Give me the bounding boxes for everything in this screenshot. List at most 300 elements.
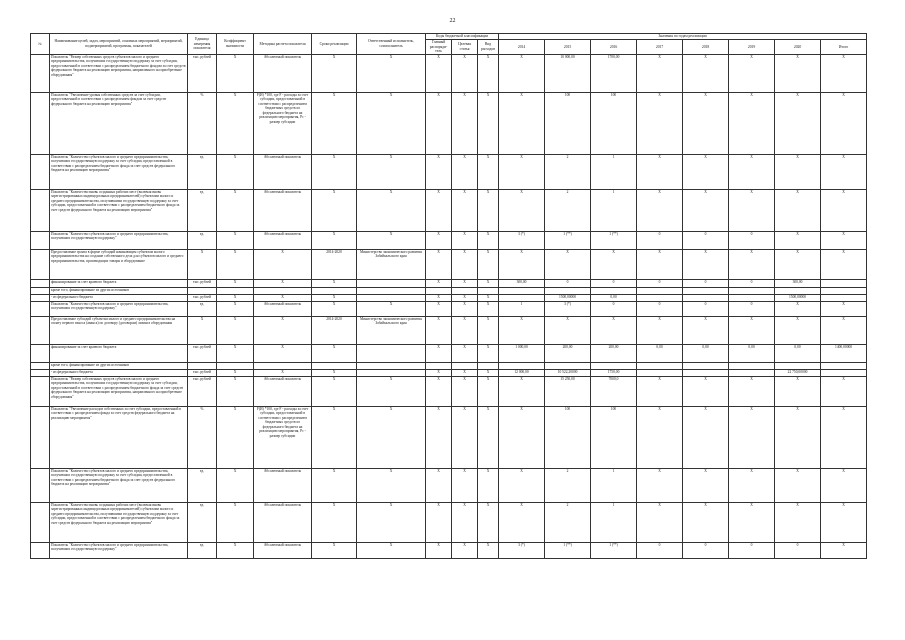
- cell-code-cs: Х: [452, 294, 478, 301]
- cell-value-2014: Х: [499, 249, 545, 279]
- cell-value-2015: 1 (**): [545, 231, 591, 249]
- cell-value-2018: Х: [683, 154, 729, 189]
- cell-term: Х: [312, 502, 357, 542]
- cell-value-2014: 3 (*): [499, 542, 545, 558]
- cell-value-total: [821, 362, 867, 369]
- cell-unit: тыс. рублей: [188, 279, 217, 287]
- cell-value-total: [821, 294, 867, 301]
- cell-value-2019: [729, 287, 775, 294]
- cell-value-2020: Х: [775, 54, 821, 92]
- cell-coef: Х: [217, 231, 254, 249]
- cell-value-2017: Х: [637, 406, 683, 468]
- cell-code-cs: Х: [452, 344, 478, 362]
- cell-value-2016: 1 (**): [591, 542, 637, 558]
- cell-value-total: [821, 287, 867, 294]
- cell-code-vr: Х: [478, 468, 499, 502]
- cell-code-grbs: Х: [426, 369, 452, 376]
- cell-value-2019: Х: [729, 249, 775, 279]
- cell-resp: Х: [357, 502, 426, 542]
- cell-coef: Х: [217, 294, 254, 301]
- cell-code-cs: Х: [452, 406, 478, 468]
- cell-term: Х: [312, 542, 357, 558]
- cell-code-cs: Х: [452, 154, 478, 189]
- cell-coef: Х: [217, 92, 254, 154]
- cell-code-grbs: Х: [426, 279, 452, 287]
- cell-value-2020: Х: [775, 316, 821, 344]
- cell-value-2020: Х: [775, 189, 821, 231]
- cell-unit: [188, 362, 217, 369]
- header-resp: Ответственный исполнитель, соисполнитель: [357, 34, 426, 55]
- cell-name: кроме того, финансирование из других источников: [50, 287, 188, 294]
- cell-value-2019: Х: [729, 376, 775, 406]
- cell-value-total: Х: [821, 542, 867, 558]
- cell-no: [31, 249, 50, 279]
- cell-coef: Х: [217, 406, 254, 468]
- cell-no: [31, 376, 50, 406]
- cell-value-2016: 0: [591, 301, 637, 316]
- cell-unit: тыс. рублей: [188, 54, 217, 92]
- cell-unit: [188, 287, 217, 294]
- cell-coef: Х: [217, 468, 254, 502]
- cell-coef: Х: [217, 344, 254, 362]
- cell-coef: Х: [217, 369, 254, 376]
- cell-code-cs: Х: [452, 249, 478, 279]
- cell-coef: Х: [217, 542, 254, 558]
- cell-value-2015: 10 000,00: [545, 54, 591, 92]
- cell-term: Х: [312, 154, 357, 189]
- cell-value-2015: 100: [545, 406, 591, 468]
- table-row: [31, 294, 867, 301]
- cell-no: [31, 287, 50, 294]
- cell-code-grbs: [426, 287, 452, 294]
- cell-term: Х: [312, 92, 357, 154]
- cell-resp: Министерство экономического развития Забайкальского края: [357, 316, 426, 344]
- cell-value-2019: 0: [729, 279, 775, 287]
- cell-unit: %: [188, 92, 217, 154]
- cell-value-2020: 22 750,00000: [775, 369, 821, 376]
- cell-value-2016: 0,00: [591, 294, 637, 301]
- cell-resp: Х: [357, 468, 426, 502]
- cell-value-2017: [637, 294, 683, 301]
- cell-name: Показатель "Количество субъектов малого и среднего предпринимательства, получивших государственную поддержку за счет субсидии, предоставленной в соответствии с распределением бюджетного фонда за счет средств федерального бюджета на реализацию мероприятия": [50, 468, 188, 502]
- header-year-2020: 2020: [775, 40, 821, 55]
- header-year-2019: 2019: [729, 40, 775, 55]
- cell-value-2016: 1750,00: [591, 369, 637, 376]
- cell-value-2014: 3 (*): [499, 231, 545, 249]
- cell-term: Х: [312, 54, 357, 92]
- cell-value-2015: [545, 287, 591, 294]
- cell-unit: ед.: [188, 542, 217, 558]
- cell-name: Предоставление субсидий субъектам малого и среднего предпринимательства на оплату первого взноса (аванса) по договору (договорам) лизинга оборудования: [50, 316, 188, 344]
- cell-value-2014: Х: [499, 406, 545, 468]
- cell-value-2020: 0,00: [775, 344, 821, 362]
- table-row: [31, 189, 867, 231]
- cell-coef: Х: [217, 189, 254, 231]
- cell-value-2020: [775, 362, 821, 369]
- cell-method: [254, 362, 312, 369]
- cell-unit: тыс. рублей: [188, 294, 217, 301]
- cell-value-2015: 0: [545, 279, 591, 287]
- cell-term: 2014-2020: [312, 249, 357, 279]
- cell-no: [31, 344, 50, 362]
- cell-value-2015: 200,00: [545, 344, 591, 362]
- header-year-2017: 2017: [637, 40, 683, 55]
- cell-no: [31, 154, 50, 189]
- cell-value-2018: [683, 294, 729, 301]
- table-body: [31, 54, 867, 558]
- header-year-2016: 2016: [591, 40, 637, 55]
- cell-value-2018: Х: [683, 376, 729, 406]
- cell-value-2017: Х: [637, 92, 683, 154]
- cell-value-2019: [729, 294, 775, 301]
- cell-value-2016: 1700,00: [591, 54, 637, 92]
- table-header: [31, 34, 867, 55]
- page-number: 22: [449, 18, 456, 24]
- table-row: [31, 468, 867, 502]
- cell-name: - из федерального бюджета: [50, 294, 188, 301]
- cell-value-2016: 1: [591, 468, 637, 502]
- cell-value-total: Х: [821, 301, 867, 316]
- program-table: [30, 33, 867, 559]
- cell-code-vr: Х: [478, 294, 499, 301]
- cell-no: [31, 406, 50, 468]
- cell-value-2016: 100: [591, 92, 637, 154]
- cell-value-2018: Х: [683, 189, 729, 231]
- cell-value-2019: Х: [729, 154, 775, 189]
- cell-value-2017: 0,00: [637, 344, 683, 362]
- cell-value-total: Х: [821, 249, 867, 279]
- header-coef: Коэффициент значимости: [217, 34, 254, 55]
- cell-code-grbs: Х: [426, 294, 452, 301]
- cell-code-cs: Х: [452, 301, 478, 316]
- cell-code-grbs: Х: [426, 542, 452, 558]
- cell-unit: ед.: [188, 502, 217, 542]
- cell-method: Абсолютный показатель: [254, 154, 312, 189]
- cell-value-2016: 1: [591, 154, 637, 189]
- table-row: [31, 279, 867, 287]
- cell-coef: Х: [217, 502, 254, 542]
- cell-value-2016: 7000,0: [591, 376, 637, 406]
- cell-value-2020: 300,00: [775, 279, 821, 287]
- table-row: [31, 301, 867, 316]
- cell-no: [31, 54, 50, 92]
- cell-value-2015: 2: [545, 154, 591, 189]
- cell-value-2014: Х: [499, 316, 545, 344]
- cell-value-2017: Х: [637, 189, 683, 231]
- table-row: [31, 316, 867, 344]
- cell-value-2017: [637, 369, 683, 376]
- header-year-2014: 2014: [499, 40, 545, 55]
- cell-value-2020: Х: [775, 249, 821, 279]
- cell-method: Х: [254, 249, 312, 279]
- cell-value-2014: Х: [499, 189, 545, 231]
- cell-resp: [357, 294, 426, 301]
- cell-name: Показатель "Размер собственных средств субъектов малого и среднего предпринимательства, получивших государственную поддержку за счет субсидии, предоставленной в соответствии с распределением бюджетного фонда за счет средств федерального бюджета на реализацию мероприятия, направленного на приобретение оборудования": [50, 376, 188, 406]
- cell-name: Показатель "Количество субъектов малого и среднего предпринимательства, получивших государственную поддержку": [50, 301, 188, 316]
- cell-value-2016: 100: [591, 406, 637, 468]
- cell-coef: Х: [217, 316, 254, 344]
- cell-method: Абсолютный показатель: [254, 376, 312, 406]
- cell-no: [31, 294, 50, 301]
- cell-code-grbs: Х: [426, 344, 452, 362]
- cell-coef: Х: [217, 301, 254, 316]
- cell-value-2018: 0: [683, 279, 729, 287]
- cell-code-vr: [478, 287, 499, 294]
- cell-term: Х: [312, 231, 357, 249]
- cell-term: Х: [312, 294, 357, 301]
- cell-code-grbs: [426, 362, 452, 369]
- cell-method: Абсолютный показатель: [254, 301, 312, 316]
- cell-resp: [357, 362, 426, 369]
- cell-value-2014: 1 000,00: [499, 344, 545, 362]
- cell-code-vr: Х: [478, 154, 499, 189]
- cell-value-2020: Х: [775, 468, 821, 502]
- cell-value-2016: 0: [591, 279, 637, 287]
- cell-value-total: Х: [821, 231, 867, 249]
- table-row: [31, 362, 867, 369]
- cell-no: [31, 301, 50, 316]
- cell-name: Показатель "Увеличение расходов собственных за счет субсидии, предоставленной в соответствии с распределением фонда за счет средств федерального бюджета на реализацию мероприятия": [50, 406, 188, 468]
- cell-method: Х: [254, 279, 312, 287]
- cell-code-cs: Х: [452, 316, 478, 344]
- cell-value-2017: Х: [637, 54, 683, 92]
- cell-code-cs: Х: [452, 376, 478, 406]
- cell-coef: Х: [217, 249, 254, 279]
- cell-value-total: Х: [821, 92, 867, 154]
- cell-value-2018: Х: [683, 468, 729, 502]
- cell-code-cs: Х: [452, 369, 478, 376]
- cell-code-grbs: Х: [426, 189, 452, 231]
- cell-method: [254, 287, 312, 294]
- cell-value-2018: 0: [683, 542, 729, 558]
- cell-no: [31, 189, 50, 231]
- cell-coef: Х: [217, 154, 254, 189]
- cell-value-2018: Х: [683, 54, 729, 92]
- cell-value-2020: [775, 287, 821, 294]
- cell-term: [312, 287, 357, 294]
- cell-value-2015: 1 (**): [545, 542, 591, 558]
- cell-code-grbs: Х: [426, 406, 452, 468]
- cell-code-grbs: Х: [426, 301, 452, 316]
- cell-resp: Х: [357, 92, 426, 154]
- cell-resp: Х: [357, 154, 426, 189]
- cell-value-2019: [729, 369, 775, 376]
- cell-value-total: [821, 279, 867, 287]
- cell-value-total: [821, 369, 867, 376]
- cell-value-2014: 300,00: [499, 279, 545, 287]
- header-code-grbs: Главный распоряди-тель: [426, 40, 452, 55]
- cell-resp: [357, 287, 426, 294]
- cell-method: Х: [254, 294, 312, 301]
- cell-name: Показатель "Количество вновь созданных рабочих мест (включая вновь зарегистрированных индивидуальных предпринимателей) субъектами малого и среднего предпринимательства, получившими государственную поддержку за счет субсидии, предоставленной в соответствии с распределением бюджетного фонда за счет средств федерального бюджета на реализацию мероприятия": [50, 502, 188, 542]
- header-term: Сроки реализации: [312, 34, 357, 55]
- cell-unit: ед.: [188, 189, 217, 231]
- cell-value-2019: 0: [729, 301, 775, 316]
- cell-term: Х: [312, 468, 357, 502]
- cell-resp: Х: [357, 301, 426, 316]
- cell-value-2020: Х: [775, 502, 821, 542]
- cell-value-2018: Х: [683, 92, 729, 154]
- cell-value-total: Х: [821, 502, 867, 542]
- cell-term: [312, 362, 357, 369]
- cell-term: Х: [312, 406, 357, 468]
- cell-value-2019: Х: [729, 54, 775, 92]
- cell-name: Показатель "Количество субъектов малого и среднего предпринимательства, получивших государственную поддержку": [50, 231, 188, 249]
- cell-code-cs: Х: [452, 189, 478, 231]
- cell-value-2019: Х: [729, 316, 775, 344]
- cell-value-2017: Х: [637, 468, 683, 502]
- cell-value-2020: Х: [775, 231, 821, 249]
- cell-name: Показатель "Количество субъектов малого и среднего предпринимательства, получивших государственную поддержку": [50, 542, 188, 558]
- cell-name: Показатель "Размер собственных средств субъектов малого и среднего предпринимательства, получивших государственную поддержку за счет субсидии, предоставленной в соответствии с распределением бюджетного фондом за счет средств федерального бюджета на реализацию мероприятия, направленного на приобретение оборудования": [50, 54, 188, 92]
- cell-code-cs: Х: [452, 502, 478, 542]
- cell-unit: %: [188, 406, 217, 468]
- cell-code-grbs: Х: [426, 468, 452, 502]
- cell-resp: Х: [357, 542, 426, 558]
- cell-value-2014: Х: [499, 154, 545, 189]
- cell-value-2019: 0: [729, 542, 775, 558]
- cell-value-2018: Х: [683, 249, 729, 279]
- cell-value-2018: Х: [683, 316, 729, 344]
- cell-method: Абсолютный показатель: [254, 189, 312, 231]
- cell-resp: Х: [357, 54, 426, 92]
- table-row: [31, 502, 867, 542]
- cell-value-2019: [729, 362, 775, 369]
- cell-unit: тыс. рублей: [188, 344, 217, 362]
- cell-unit: ед.: [188, 154, 217, 189]
- header-year-2018: 2018: [683, 40, 729, 55]
- cell-value-2017: 0: [637, 231, 683, 249]
- cell-code-cs: [452, 362, 478, 369]
- cell-code-vr: Х: [478, 369, 499, 376]
- cell-value-2018: 0,00: [683, 344, 729, 362]
- cell-no: [31, 279, 50, 287]
- cell-value-2016: 1: [591, 502, 637, 542]
- cell-value-2016: [591, 362, 637, 369]
- cell-method: Абсолютный показатель: [254, 468, 312, 502]
- cell-value-2016: 200,00: [591, 344, 637, 362]
- cell-value-2020: Х: [775, 376, 821, 406]
- cell-method: F(И) *100, где F - расходы за счет субсидии, предоставленной в соответствии с распределением бюджетных средств из федерального бюджета на реализацию мероприятия, Рс - размер субсидии: [254, 406, 312, 468]
- cell-name: финансирование за счет краевого бюджета: [50, 344, 188, 362]
- cell-resp: Министерство экономического развития Забайкальского края: [357, 249, 426, 279]
- cell-value-2019: Х: [729, 502, 775, 542]
- cell-value-2019: Х: [729, 189, 775, 231]
- cell-code-grbs: Х: [426, 54, 452, 92]
- table-row: [31, 406, 867, 468]
- cell-code-cs: [452, 287, 478, 294]
- cell-code-cs: Х: [452, 542, 478, 558]
- cell-coef: [217, 362, 254, 369]
- cell-value-2015: 2: [545, 189, 591, 231]
- table-row: [31, 92, 867, 154]
- cell-value-2014: Х: [499, 468, 545, 502]
- cell-value-2015: 3 (*): [545, 301, 591, 316]
- cell-term: 2014-2020: [312, 316, 357, 344]
- cell-value-2020: Х: [775, 154, 821, 189]
- cell-code-vr: Х: [478, 301, 499, 316]
- header-codes-group: Коды бюджетной классификации: [426, 34, 499, 40]
- cell-coef: Х: [217, 54, 254, 92]
- cell-value-2014: Х: [499, 92, 545, 154]
- cell-code-vr: Х: [478, 502, 499, 542]
- cell-value-2017: 0: [637, 279, 683, 287]
- table-row: [31, 287, 867, 294]
- cell-value-2017: Х: [637, 249, 683, 279]
- cell-name: - из федерального бюджета: [50, 369, 188, 376]
- header-code-cs: Целевая статья: [452, 40, 478, 55]
- cell-code-vr: Х: [478, 189, 499, 231]
- header-year-total: Итого: [821, 40, 867, 55]
- cell-value-2015: Х: [545, 249, 591, 279]
- cell-method: Абсолютный показатель: [254, 502, 312, 542]
- cell-resp: [357, 344, 426, 362]
- cell-code-vr: Х: [478, 279, 499, 287]
- cell-no: [31, 502, 50, 542]
- cell-code-vr: Х: [478, 406, 499, 468]
- cell-method: Х: [254, 369, 312, 376]
- cell-no: [31, 231, 50, 249]
- table-row: [31, 231, 867, 249]
- cell-value-total: Х: [821, 468, 867, 502]
- header-code-vr: Вид расходов: [478, 40, 499, 55]
- cell-value-2020: Х: [775, 92, 821, 154]
- cell-code-grbs: Х: [426, 376, 452, 406]
- cell-value-2015: 1500,00000: [545, 294, 591, 301]
- cell-value-2015: 100: [545, 92, 591, 154]
- cell-value-2019: Х: [729, 406, 775, 468]
- cell-method: Абсолютный показатель: [254, 542, 312, 558]
- cell-term: Х: [312, 344, 357, 362]
- cell-value-2018: 0: [683, 301, 729, 316]
- table-row: [31, 344, 867, 362]
- cell-value-2018: 0: [683, 231, 729, 249]
- cell-resp: [357, 369, 426, 376]
- cell-code-vr: Х: [478, 344, 499, 362]
- cell-no: [31, 468, 50, 502]
- cell-resp: Х: [357, 376, 426, 406]
- cell-value-total: Х: [821, 406, 867, 468]
- cell-code-vr: [478, 362, 499, 369]
- cell-value-2020: Х: [775, 406, 821, 468]
- cell-code-vr: Х: [478, 376, 499, 406]
- cell-value-2014: [499, 287, 545, 294]
- cell-value-2020: 1500,00000: [775, 294, 821, 301]
- cell-value-2015: Х: [545, 316, 591, 344]
- cell-method: Х: [254, 344, 312, 362]
- cell-name: кроме того, финансирование из других источников: [50, 362, 188, 369]
- cell-value-2014: [499, 362, 545, 369]
- cell-value-2016: [591, 287, 637, 294]
- cell-resp: [357, 279, 426, 287]
- cell-term: Х: [312, 279, 357, 287]
- cell-value-2015: 2: [545, 468, 591, 502]
- cell-code-cs: Х: [452, 54, 478, 92]
- cell-value-2015: 15 250,00: [545, 376, 591, 406]
- cell-unit: тыс. рублей: [188, 369, 217, 376]
- cell-value-2016: 1 (**): [591, 231, 637, 249]
- cell-no: [31, 369, 50, 376]
- cell-unit: ед.: [188, 468, 217, 502]
- cell-unit: Х: [188, 316, 217, 344]
- cell-unit: ед.: [188, 231, 217, 249]
- cell-value-2014: [499, 294, 545, 301]
- cell-value-2020: 0: [775, 542, 821, 558]
- cell-value-2018: [683, 287, 729, 294]
- cell-value-2016: Х: [591, 316, 637, 344]
- table-row: [31, 369, 867, 376]
- cell-code-cs: Х: [452, 231, 478, 249]
